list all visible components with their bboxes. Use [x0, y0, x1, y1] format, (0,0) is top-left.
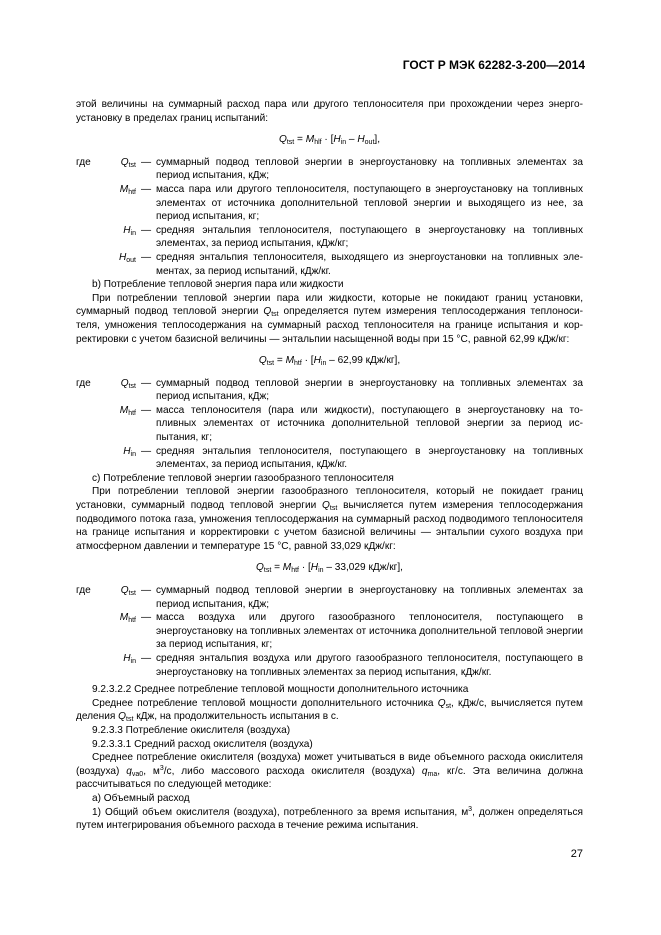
subsection-9-2-3-3: 9.2.3.3 Потребление окислителя (воздуха) [92, 724, 291, 736]
definition-row: $H_{in}$ — средняя энтальпия теплоносителя, поступающего в энергоустановку на топливных элементах, за период испытания, кДж/кг. [123, 445, 583, 471]
section-c-paragraph: При потреблении тепловой энергии газообразного теплоносителя, который не покидает границ установки, суммарный подвод тепловой энергии $Q_{tst}$ вычисляется путем измерения теплосодержания подводимого потока газа, умножения теплосодержания на суммарный расход подводимого теплоносителя на границе испытания и корректировки с учетом базисной величины — энтальпии сухого воздуха при атмосферном давлении и температуре 15 °С, равной 33,029 кДж/кг: [76, 486, 583, 552]
page-content [76, 98, 583, 833]
equation-1: $Q_{tst} = M_{hlf} \cdot [H_{in} - H_{out}]$, [279, 134, 380, 147]
definition-row: $M_{htf}$ — масса пара или другого теплоносителя, поступающего в энергоустановку на топливных элементах от источника дополнительной тепловой энергии и выходящего из нее, за период испытания, кг; [119, 183, 583, 223]
standard-header: ГОСТ Р МЭК 62282-3-200—2014 [402, 58, 585, 72]
definition-row: где $Q_{tst}$ — суммарный подвод тепловой энергии в энергоустановку на топливных элементах за период испытания, кДж; [76, 585, 583, 610]
section-b-heading: b) Потребление тепловой энергия пара или жидкости [92, 279, 344, 291]
definition-row: $M_{htf}$ — масса воздуха или другого газообразного теплоносителя, поступающего в энергоустановку на топливных элементах от источника дополнительной тепловой энергии за период испытания, кг; [119, 612, 583, 651]
total-volume-paragraph: 1) Общий объем окислителя (воздуха), потребленного за время испытания, $м^3$, должен определяться путем интегрирования объемного расхода в течение режима испытания. [76, 805, 583, 832]
section-b-paragraph: При потреблении тепловой энергии пара или жидкости, которые не покидают границ установки, суммарный подвод тепловой энергии $Q_{tst}$ определяется путем измерения теплосодержания теплоносителя, умножения теплосодержания на суммарный расход теплоносителя на границе испытания и корректировки с учетом базисной величины — энтальпии насыщенной воды при 15 °С, равной 62,99 кДж/кг: [76, 292, 583, 345]
definition-row: где $Q_{tst}$ — суммарный подвод тепловой энергии в энергоустановку на топливных элементах за период испытания, кДж; [76, 156, 583, 182]
definitions-1 [76, 156, 583, 278]
intro-paragraph: этой величины на суммарный расход пара или другого теплоносителя при прохождении через энергоустановку в пределах границ испытаний: [76, 99, 583, 124]
definition-row: $H_{in}$ — средняя энтальпия воздуха или другого газообразного теплоносителя, поступающего в энергоустановку на топливных элементах за период испытания, кДж/кг. [123, 652, 583, 678]
definition-row: $H_{in}$ — средняя энтальпия теплоносителя, поступающего в энергоустановку на топливных элементах, за период испытания, кДж/кг; [123, 224, 583, 250]
subsection-9-2-3-2-2: 9.2.3.2.2 Среднее потребление тепловой мощности дополнительного источника [92, 684, 469, 696]
definitions-3 [76, 584, 583, 679]
definition-row: $M_{htf}$ — масса теплоносителя (пара или жидкости), поступающего в энергоустановку на топливных элементах от источника дополнительной тепловой энергии за период испытания, кг; [119, 404, 583, 444]
definitions-2 [76, 377, 583, 472]
oxidant-paragraph: Среднее потребление окислителя (воздуха) может учитываться в виде объемного расхода окислителя (воздуха) $q_{va0}$, $м^3/с$, либо массового расхода окислителя (воздуха) $q_{ma}$, кг/с. Эта величина должна рассчитываться по следующей методике: [76, 752, 583, 791]
definition-row: $H_{out}$ — средняя энтальпия теплоносителя, выходящего из энергоустановки на топливных элементах, за период испытаний, кДж/кг. [118, 251, 583, 277]
page-number: 27 [570, 848, 583, 860]
section-a-heading: а) Объемный расход [92, 792, 190, 804]
average-power-paragraph: Среднее потребление тепловой мощности дополнительного источника $Q_{st}$, кДж/с, вычисляется путем деления $Q_{tst}$ кДж, на продолжительность испытания в с. [76, 697, 583, 724]
equation-2: $Q_{tst} = M_{htf} \cdot [H_{in} - 62,99$ кДж/кг], [258, 355, 401, 368]
definition-row: где $Q_{tst}$ — суммарный подвод тепловой энергии в энергоустановку на топливных элементах за период испытания, кДж; [76, 377, 583, 403]
subsection-9-2-3-3-1: 9.2.3.3.1 Средний расход окислителя (воздуха) [92, 738, 313, 750]
section-c-heading: c) Потребление тепловой энергии газообразного теплоносителя [92, 472, 394, 484]
equation-3: $Q_{tst} = M_{htf} \cdot [H_{in} - 33,029$ кДж/кг], [256, 562, 403, 575]
